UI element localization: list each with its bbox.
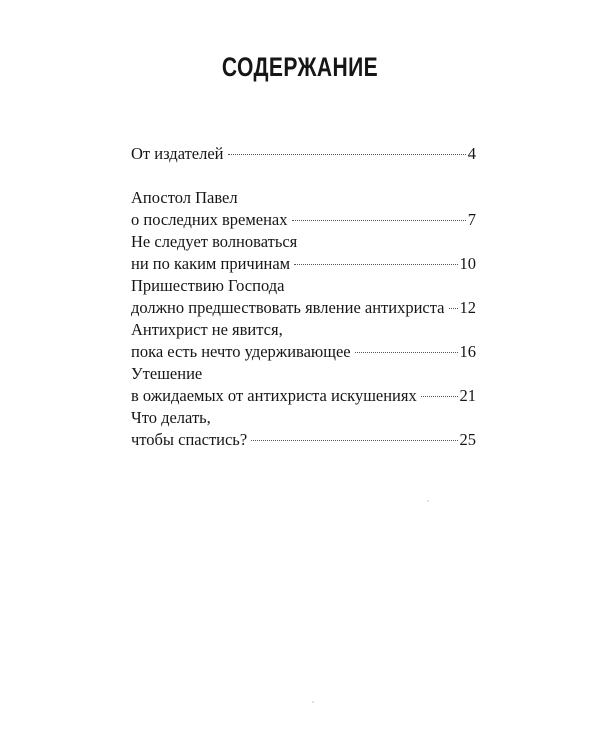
toc-entry-title: Утешение <box>131 364 203 383</box>
toc-entry-title: Что делать, <box>131 408 211 427</box>
toc-entry-line <box>131 341 476 363</box>
toc-entry-from-publishers[interactable] <box>131 143 476 165</box>
toc-entry-do-not-worry[interactable] <box>131 231 476 275</box>
toc-entry-antichrist-restrainer[interactable] <box>131 319 476 363</box>
toc-entry-title: От издателей <box>131 144 224 163</box>
table-of-contents <box>131 143 476 451</box>
toc-page-number: 7 <box>467 210 476 229</box>
toc-entry-title: чтобы спастись? <box>131 430 248 449</box>
paper-speck <box>427 500 429 502</box>
dot-leader <box>228 154 466 155</box>
toc-entry-coming-of-the-lord[interactable] <box>131 275 476 319</box>
toc-page-number: 25 <box>459 430 476 449</box>
toc-entry-title: о последних временах <box>131 210 288 229</box>
paper-speck <box>312 701 314 703</box>
toc-entry-line <box>131 429 476 451</box>
toc-entry-line <box>131 209 476 231</box>
toc-entry-how-to-be-saved[interactable] <box>131 407 476 451</box>
dot-leader <box>251 440 457 441</box>
dot-leader <box>294 264 457 265</box>
toc-entry-line <box>131 385 476 407</box>
toc-page-number: 4 <box>467 144 476 163</box>
dot-leader <box>449 308 458 309</box>
toc-page-number: 10 <box>459 254 476 273</box>
toc-entry-title: Пришествию Господа <box>131 276 285 295</box>
dot-leader <box>421 396 458 397</box>
toc-entry-line <box>131 253 476 275</box>
toc-page-number: 12 <box>459 298 476 317</box>
dot-leader <box>355 352 458 353</box>
toc-entry-apostle-paul[interactable] <box>131 187 476 231</box>
toc-entry-line <box>131 297 476 319</box>
toc-entry-title: Не следует волноваться <box>131 232 298 251</box>
toc-entry-title: Антихрист не явится, <box>131 320 283 339</box>
toc-entry-title: ни по каким причинам <box>131 254 291 273</box>
dot-leader <box>292 220 466 221</box>
toc-entry-title: Апостол Павел <box>131 188 238 207</box>
toc-page-number: 16 <box>459 342 476 361</box>
toc-entry-line <box>131 143 476 165</box>
toc-entry-title: должно предшествовать явление антихриста <box>131 298 445 317</box>
toc-entry-title: пока есть нечто удерживающее <box>131 342 351 361</box>
toc-entry-title: в ожидаемых от антихриста искушениях <box>131 386 417 405</box>
toc-entry-consolation[interactable] <box>131 363 476 407</box>
toc-page-number: 21 <box>459 386 476 405</box>
page-title: СОДЕРЖАНИЕ <box>221 52 379 82</box>
